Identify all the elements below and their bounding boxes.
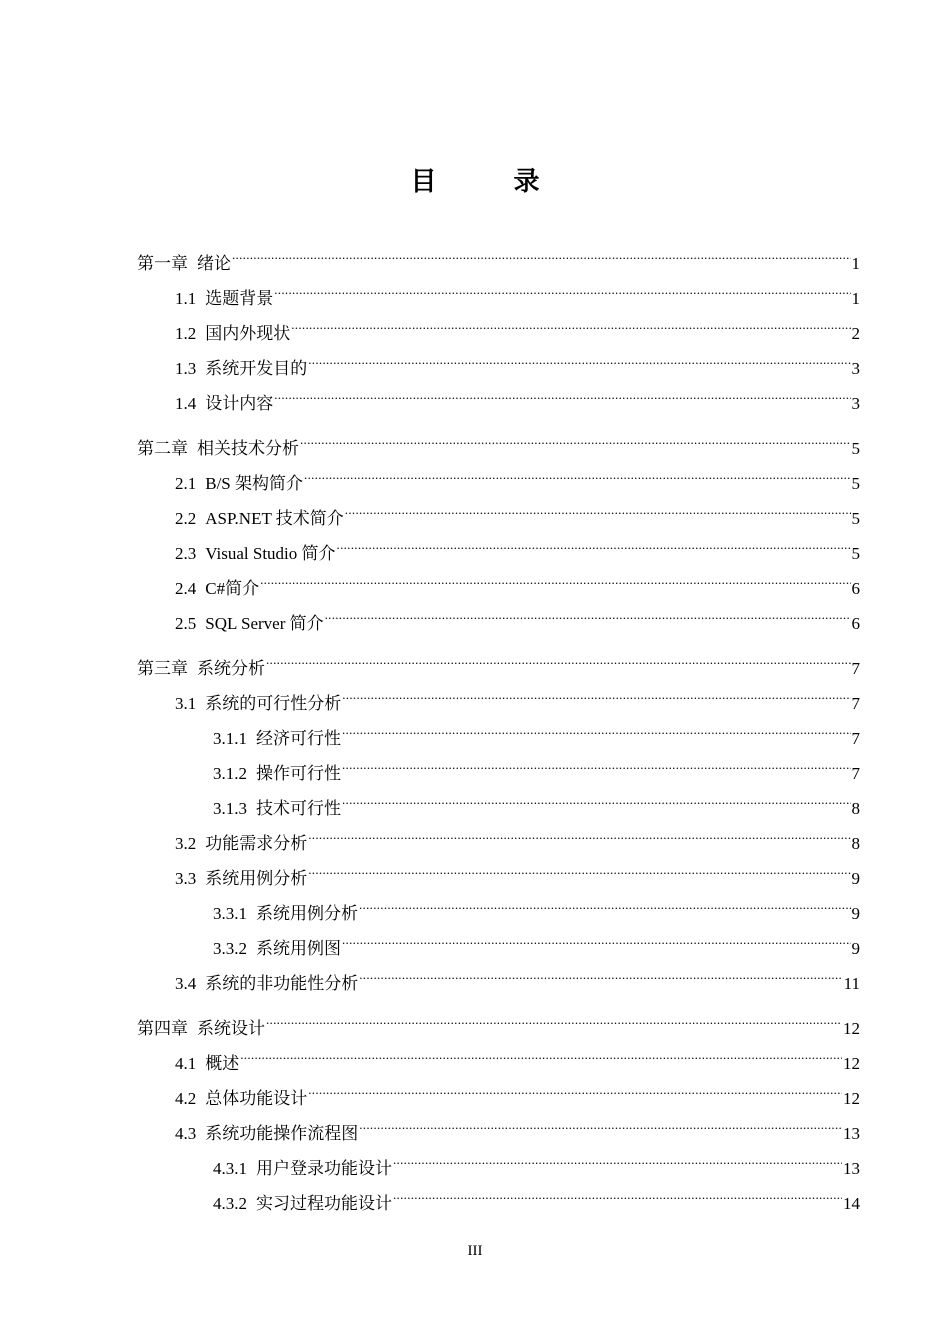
toc-entry-title: Visual Studio 简介 — [205, 544, 336, 563]
toc-entry-number: 1.3 — [175, 359, 197, 378]
toc-entry-number: 3.1.2 — [213, 764, 247, 783]
toc-title: 目 录 — [410, 167, 574, 197]
toc-entry-title: 设计内容 — [205, 394, 274, 413]
toc-entry-number: 第一章 — [137, 254, 188, 273]
dot-leader — [308, 849, 850, 884]
toc-entry-number: 1.4 — [175, 394, 197, 413]
dot-leader — [359, 954, 842, 989]
toc-entry-title: 系统用例分析 — [256, 904, 358, 923]
toc-entry-title: 系统设计 — [197, 1019, 265, 1038]
dot-leader — [260, 559, 850, 594]
toc-entry-number: 3.3.2 — [213, 939, 247, 958]
page-number-footer: III — [467, 1243, 483, 1259]
toc-entry-page: 6 — [851, 579, 860, 598]
toc-entry-title: 系统用例分析 — [205, 869, 308, 888]
toc-entry-number: 4.2 — [175, 1089, 197, 1108]
toc-entry-page: 3 — [851, 359, 860, 378]
toc-section-entry[interactable] — [137, 1069, 860, 1108]
dot-leader — [359, 884, 851, 919]
toc-entry-number: 2.5 — [175, 614, 197, 633]
dot-leader — [337, 524, 851, 559]
toc-entry-number: 3.1.3 — [213, 799, 247, 818]
dot-leader — [308, 1069, 842, 1104]
toc-entry-page: 12 — [843, 1054, 860, 1073]
toc-entry-number: 第三章 — [137, 659, 188, 678]
toc-entry-number: 2.2 — [175, 509, 197, 528]
dot-leader — [300, 419, 851, 454]
toc-entry-page: 12 — [843, 1019, 860, 1038]
dot-leader — [342, 779, 851, 814]
toc-entry-title: B/S 架构简介 — [205, 474, 304, 493]
toc-entry-number: 2.1 — [175, 474, 197, 493]
toc-section-entry[interactable] — [137, 1034, 860, 1073]
toc-entry-number: 4.1 — [175, 1054, 197, 1073]
toc-entry-title: 绪论 — [197, 254, 231, 273]
dot-leader — [304, 454, 850, 489]
toc-entry-page: 14 — [843, 1194, 860, 1213]
dot-leader — [325, 594, 851, 629]
toc-entry-page: 9 — [851, 904, 860, 923]
dot-leader — [342, 919, 851, 954]
dot-leader — [266, 999, 842, 1034]
toc-entry-page: 1 — [851, 254, 860, 273]
toc-entry-page: 5 — [851, 474, 860, 493]
toc-entry-page: 12 — [843, 1089, 860, 1108]
toc-entry-title: 国内外现状 — [205, 324, 291, 343]
toc-entry-page: 7 — [851, 764, 860, 783]
toc-entry-page: 5 — [851, 544, 860, 563]
dot-leader — [393, 1174, 842, 1209]
toc-entry-title: 系统的可行性分析 — [205, 694, 342, 713]
dot-leader — [274, 374, 850, 409]
toc-section-entry[interactable] — [137, 269, 860, 308]
toc-entry-number: 1.1 — [175, 289, 197, 308]
toc-entry-page: 9 — [851, 869, 860, 888]
dot-leader — [308, 339, 850, 374]
dot-leader — [274, 269, 850, 304]
toc-entry-number: 3.4 — [175, 974, 197, 993]
toc-entry-page: 7 — [851, 729, 860, 748]
toc-chapter-entry[interactable] — [137, 639, 860, 678]
toc-entry-title: 经济可行性 — [256, 729, 341, 748]
toc-entry-page: 8 — [851, 799, 860, 818]
toc-entry-title: 系统用例图 — [256, 939, 341, 958]
dot-leader — [342, 709, 851, 744]
toc-entry-page: 8 — [851, 834, 860, 853]
dot-leader — [342, 744, 851, 779]
toc-entry-number: 2.3 — [175, 544, 197, 563]
toc-entry-title: 总体功能设计 — [205, 1089, 308, 1108]
dot-leader — [308, 814, 850, 849]
toc-entry-number: 3.1 — [175, 694, 197, 713]
dot-leader — [393, 1139, 842, 1174]
toc-entry-page: 9 — [851, 939, 860, 958]
dot-leader — [291, 304, 850, 339]
toc-entry-title: 系统开发目的 — [205, 359, 308, 378]
toc-entry-page: 7 — [851, 694, 860, 713]
toc-entry-page: 1 — [851, 289, 860, 308]
toc-entry-page: 2 — [851, 324, 860, 343]
toc-entry-page: 6 — [851, 614, 860, 633]
toc-entry-number: 1.2 — [175, 324, 197, 343]
toc-entry-page: 13 — [843, 1159, 860, 1178]
dot-leader — [359, 1104, 842, 1139]
toc-entry-page: 7 — [851, 659, 860, 678]
toc-entry-page: 13 — [843, 1124, 860, 1143]
toc-entry-number: 3.2 — [175, 834, 197, 853]
toc-entry-title: 选题背景 — [205, 289, 274, 308]
toc-entry-number: 4.3.1 — [213, 1159, 247, 1178]
toc-entry-title: 系统分析 — [197, 659, 265, 678]
toc-chapter-entry[interactable] — [137, 234, 860, 273]
toc-entry-title: SQL Server 简介 — [205, 614, 324, 633]
toc-entry-title: 功能需求分析 — [205, 834, 308, 853]
toc-entry-number: 2.4 — [175, 579, 197, 598]
toc-entry-title: 概述 — [205, 1054, 240, 1073]
toc-entry-number: 4.3.2 — [213, 1194, 247, 1213]
toc-entry-title: C#简介 — [205, 579, 260, 598]
toc-entry-title: 相关技术分析 — [197, 439, 299, 458]
toc-entry-page: 5 — [851, 509, 860, 528]
table-of-contents — [137, 234, 860, 1213]
dot-leader — [240, 1034, 842, 1069]
toc-entry-number: 3.3 — [175, 869, 197, 888]
toc-entry-title: 系统功能操作流程图 — [205, 1124, 359, 1143]
dot-leader — [345, 489, 851, 524]
toc-entry-title: 用户登录功能设计 — [256, 1159, 392, 1178]
dot-leader — [266, 639, 851, 674]
toc-entry-number: 3.1.1 — [213, 729, 247, 748]
toc-entry-number: 第二章 — [137, 439, 188, 458]
toc-chapter-entry[interactable] — [137, 419, 860, 458]
toc-entry-number: 4.3 — [175, 1124, 197, 1143]
dot-leader — [342, 674, 850, 709]
toc-entry-title: 操作可行性 — [256, 764, 341, 783]
toc-entry-page: 3 — [851, 394, 860, 413]
toc-entry-title: 技术可行性 — [256, 799, 341, 818]
toc-chapter-entry[interactable] — [137, 999, 860, 1038]
dot-leader — [232, 234, 851, 269]
toc-entry-title: 实习过程功能设计 — [256, 1194, 392, 1213]
toc-entry-title: 系统的非功能性分析 — [205, 974, 359, 993]
toc-entry-page: 5 — [851, 439, 860, 458]
toc-entry-title: ASP.NET 技术简介 — [205, 509, 344, 528]
toc-entry-page: 11 — [843, 974, 860, 993]
toc-entry-number: 3.3.1 — [213, 904, 247, 923]
toc-entry-number: 第四章 — [137, 1019, 188, 1038]
